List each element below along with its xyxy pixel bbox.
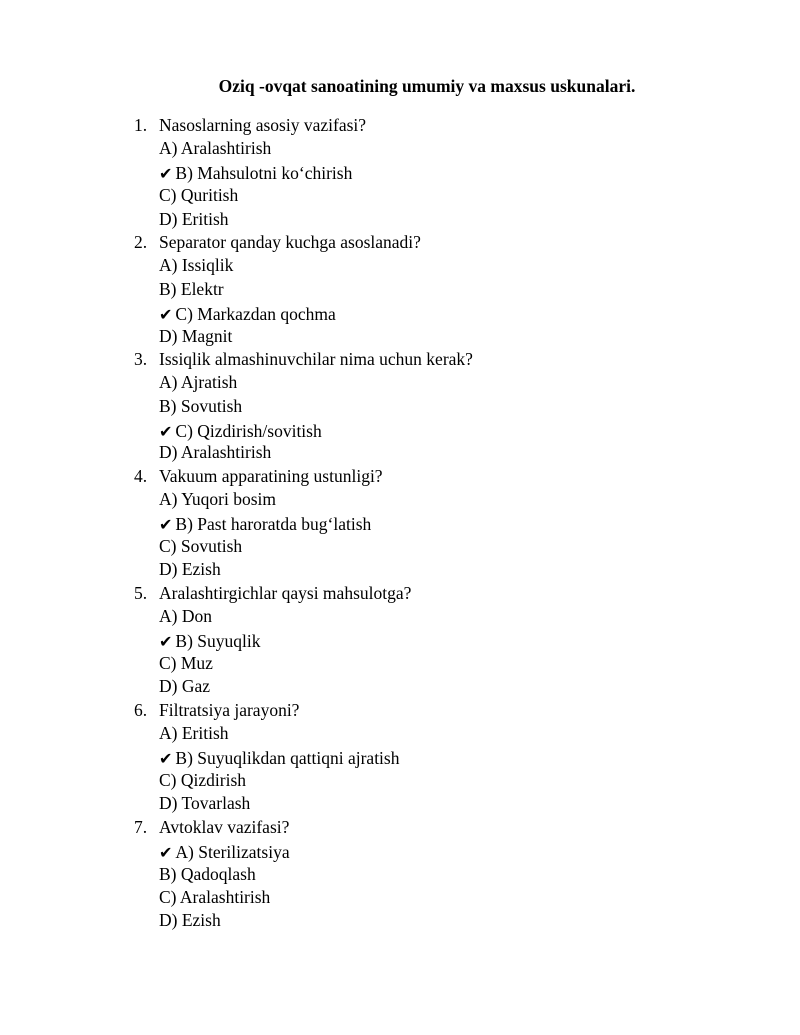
answer-option-content xyxy=(159,769,246,792)
question-line xyxy=(0,231,800,254)
answer-option-correct xyxy=(0,301,800,324)
answer-option-label: C) Qizdirish xyxy=(159,769,247,790)
answer-option-content xyxy=(159,371,237,394)
checkmark-icon: ✔ xyxy=(159,842,173,862)
answer-option-label: A) Eritish xyxy=(159,723,229,744)
question-text: Filtratsiya jarayoni? xyxy=(159,699,300,720)
answer-option xyxy=(0,909,800,932)
answer-option-content xyxy=(159,558,221,581)
answer-option xyxy=(0,254,800,277)
answer-option-label: B) Suyuqlik xyxy=(175,631,261,652)
answer-option-label: A) Aralashtirish xyxy=(159,138,272,159)
question-item xyxy=(0,231,800,348)
answer-option-correct xyxy=(0,161,800,184)
answer-option-label: B) Mahsulotni ko‘chirish xyxy=(175,163,353,184)
question-text: Issiqlik almashinuvchilar nima uchun kerak? xyxy=(159,348,473,369)
document-title: Oziq -ovqat sanoatining umumiy va maxsus uskunalari. xyxy=(218,76,636,96)
answer-option-label: A) Don xyxy=(159,606,212,627)
answer-option-content xyxy=(159,630,261,653)
checkmark-icon: ✔ xyxy=(159,515,173,535)
answer-option-content xyxy=(159,909,221,932)
answer-option-label: A) Issiqlik xyxy=(159,255,234,276)
answer-option-label: C) Muz xyxy=(159,652,213,673)
answer-option-label: A) Yuqori bosim xyxy=(159,489,276,510)
answer-option-label: C) Markazdan qochma xyxy=(175,303,336,324)
answer-option-correct xyxy=(0,629,800,652)
answer-option-content xyxy=(159,137,271,160)
answer-option-label: B) Elektr xyxy=(159,278,224,299)
answer-option-content xyxy=(159,747,399,770)
answer-option xyxy=(0,652,800,675)
question-number: 1. xyxy=(134,115,148,135)
answer-option xyxy=(0,488,800,511)
answer-option-content xyxy=(159,162,352,185)
question-list xyxy=(0,114,800,933)
answer-option-content xyxy=(159,208,229,231)
answer-option-label: B) Suyuqlikdan qattiqni ajratish xyxy=(175,748,400,769)
question-line xyxy=(0,816,800,839)
answer-option-content xyxy=(159,863,256,886)
checkmark-icon: ✔ xyxy=(159,632,173,652)
question-number: 7. xyxy=(134,816,148,837)
question-item xyxy=(0,465,800,582)
answer-option-label: C) Qizdirish/sovitish xyxy=(175,420,322,441)
answer-option-content xyxy=(159,886,270,909)
answer-option xyxy=(0,278,800,301)
answer-option xyxy=(0,558,800,581)
answer-option-content xyxy=(159,303,336,326)
answer-option-label: A) Sterilizatsiya xyxy=(175,841,290,862)
question-item xyxy=(0,114,800,231)
answer-option xyxy=(0,325,800,348)
answer-option xyxy=(0,792,800,815)
answer-option-content xyxy=(159,513,371,536)
answer-option xyxy=(0,441,800,464)
answer-option-content xyxy=(159,605,212,628)
answer-option-content xyxy=(159,652,213,675)
answer-option-content xyxy=(159,325,232,348)
answer-option xyxy=(0,535,800,558)
question-number: 2. xyxy=(134,231,148,252)
answer-option-correct xyxy=(0,746,800,769)
answer-option xyxy=(0,863,800,886)
answer-option-label: B) Qadoqlash xyxy=(159,863,256,884)
question-item xyxy=(0,699,800,816)
answer-option-label: D) Tovarlash xyxy=(159,793,251,814)
answer-option-content xyxy=(159,841,290,864)
answer-option-content xyxy=(159,535,242,558)
answer-option-content xyxy=(159,420,322,443)
answer-option-content xyxy=(159,488,276,511)
question-number: 6. xyxy=(134,699,148,720)
answer-option-content xyxy=(159,254,233,277)
question-line xyxy=(0,348,800,371)
answer-option-label: D) Ezish xyxy=(159,559,221,580)
answer-option-correct xyxy=(0,512,800,535)
answer-option-label: B) Past haroratda bug‘latish xyxy=(175,514,372,535)
answer-option xyxy=(0,605,800,628)
question-item xyxy=(0,582,800,699)
answer-option-label: A) Ajratish xyxy=(159,372,238,393)
answer-option-content xyxy=(159,278,224,301)
answer-option-content xyxy=(159,792,250,815)
answer-option-label: D) Ezish xyxy=(159,910,221,931)
question-number: 4. xyxy=(134,465,148,486)
question-line xyxy=(0,582,800,605)
answer-option-label: D) Gaz xyxy=(159,676,211,697)
question-text: Vakuum apparatining ustunligi? xyxy=(159,465,383,486)
question-item xyxy=(0,348,800,465)
checkmark-icon: ✔ xyxy=(159,304,173,324)
question-number: 5. xyxy=(134,582,148,603)
question-text: Avtoklav vazifasi? xyxy=(159,816,290,837)
answer-option xyxy=(0,137,800,160)
answer-option-label: D) Aralashtirish xyxy=(159,442,272,463)
answer-option xyxy=(0,208,800,231)
question-line xyxy=(0,465,800,488)
question-text: Aralashtirgichlar qaysi mahsulotga? xyxy=(159,582,412,603)
checkmark-icon: ✔ xyxy=(159,421,173,441)
answer-option-label: D) Magnit xyxy=(159,325,233,346)
answer-option-content xyxy=(159,675,210,698)
question-text: Nasoslarning asosiy vazifasi? xyxy=(159,115,367,135)
answer-option xyxy=(0,886,800,909)
answer-option-content xyxy=(159,722,229,745)
answer-option-label: C) Sovutish xyxy=(159,536,243,557)
question-number: 3. xyxy=(134,348,148,369)
answer-option xyxy=(0,769,800,792)
answer-option-label: C) Aralashtirish xyxy=(159,886,271,907)
answer-option-content xyxy=(159,441,271,464)
answer-option xyxy=(0,722,800,745)
answer-option-label: D) Eritish xyxy=(159,208,229,229)
question-line xyxy=(0,699,800,722)
question-item xyxy=(0,816,800,933)
answer-option xyxy=(0,675,800,698)
answer-option xyxy=(0,184,800,207)
answer-option xyxy=(0,371,800,394)
answer-option-correct xyxy=(0,839,800,862)
answer-option-correct xyxy=(0,418,800,441)
answer-option-label: B) Sovutish xyxy=(159,395,243,416)
checkmark-icon: ✔ xyxy=(159,164,173,184)
answer-option-label: C) Quritish xyxy=(159,185,239,206)
answer-option xyxy=(0,395,800,418)
answer-option-content xyxy=(159,395,242,418)
checkmark-icon: ✔ xyxy=(159,749,173,769)
question-line xyxy=(0,114,800,137)
question-text: Separator qanday kuchga asoslanadi? xyxy=(159,231,421,252)
answer-option-content xyxy=(159,184,238,207)
